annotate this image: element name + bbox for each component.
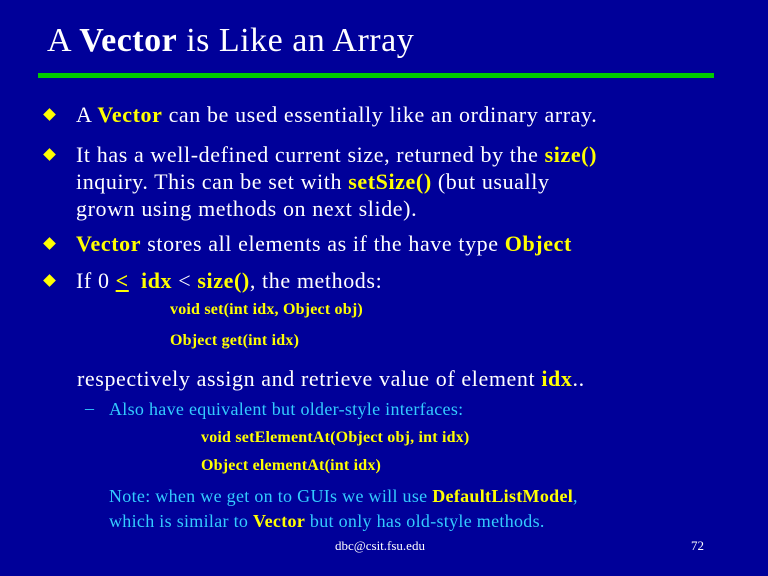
respectively-post: .. <box>572 366 585 391</box>
slide-title <box>47 22 414 60</box>
footer-page-number: 72 <box>691 538 704 553</box>
bullet-1-part-1: Vector <box>97 102 163 127</box>
bullet-3-part-1: stores all elements as if the have type <box>141 231 505 256</box>
title-divider <box>38 73 714 78</box>
code-line-set: void set(int idx, Object obj) <box>170 301 363 318</box>
respectively-bold: idx <box>541 366 573 391</box>
bullet-2-line-1-part-0: It has a well-defined current size, returned by the <box>76 142 545 167</box>
bullet-2-line-2-part-0: inquiry. This can be set with <box>76 169 349 194</box>
diamond-bullet-icon <box>43 274 56 287</box>
bullet-3-part-0: Vector <box>76 231 142 256</box>
bullet-3-text <box>76 230 572 257</box>
bullet-4-part-0: If 0 <box>76 268 116 293</box>
dash-bullet-icon: – <box>85 398 94 418</box>
bullet-2-line-1-part-1: size() <box>544 142 598 167</box>
title-post: is Like an Array <box>177 22 415 59</box>
bullet-4-part-1: < <box>115 268 129 293</box>
bullet-2-line-1 <box>76 141 597 168</box>
bullet-1-part-2: can be used essentially like an ordinary array. <box>162 102 598 127</box>
note-1-pre: Note: when we get on to GUIs we will use <box>109 486 433 506</box>
bullet-4-part-5: size() <box>197 268 250 293</box>
bullet-2-line-2 <box>76 168 597 195</box>
note-2-post: but only has old-style methods. <box>305 511 545 531</box>
title-bold: Vector <box>79 22 178 59</box>
note-1-bold: DefaultListModel <box>432 486 574 506</box>
bullet-4-part-2 <box>129 268 141 293</box>
code-line-setelementat: void setElementAt(Object obj, int idx) <box>201 429 470 446</box>
respectively-pre: respectively assign and retrieve value of element <box>77 366 542 391</box>
respectively-line <box>77 366 585 392</box>
bullet-2-line-3 <box>76 195 597 222</box>
bullet-2-line-3-part-0: grown using methods on next slide). <box>76 196 418 221</box>
bullet-2-line-2-part-2: (but usually <box>431 169 550 194</box>
title-pre: A <box>47 22 80 59</box>
diamond-bullet-icon <box>43 237 56 250</box>
diamond-bullet-icon <box>43 148 56 161</box>
bullet-1-part-0: A <box>76 102 98 127</box>
note-1-post: , <box>573 486 578 506</box>
bullet-2-line-2-part-1: setSize() <box>348 169 432 194</box>
bullet-2-text <box>76 141 597 222</box>
note-line-1 <box>109 484 578 508</box>
sub-bullet-text: Also have equivalent but older-style interfaces: <box>109 399 464 419</box>
code-line-elementat: Object elementAt(int idx) <box>201 457 382 474</box>
note-2-pre: which is similar to <box>109 511 253 531</box>
bullet-4-part-4: < <box>172 268 198 293</box>
footer-email: dbc@csit.fsu.edu <box>335 538 425 553</box>
code-line-get: Object get(int idx) <box>170 332 300 349</box>
bullet-4-part-6: , the methods: <box>249 268 383 293</box>
note-2-bold: Vector <box>253 511 306 531</box>
bullet-4-part-3: idx <box>141 268 173 293</box>
note-line-2 <box>109 509 545 533</box>
bullet-1-text <box>76 101 597 128</box>
bullet-3-part-2: Object <box>504 231 572 256</box>
diamond-bullet-icon <box>43 108 56 121</box>
bullet-4-text <box>76 267 382 294</box>
